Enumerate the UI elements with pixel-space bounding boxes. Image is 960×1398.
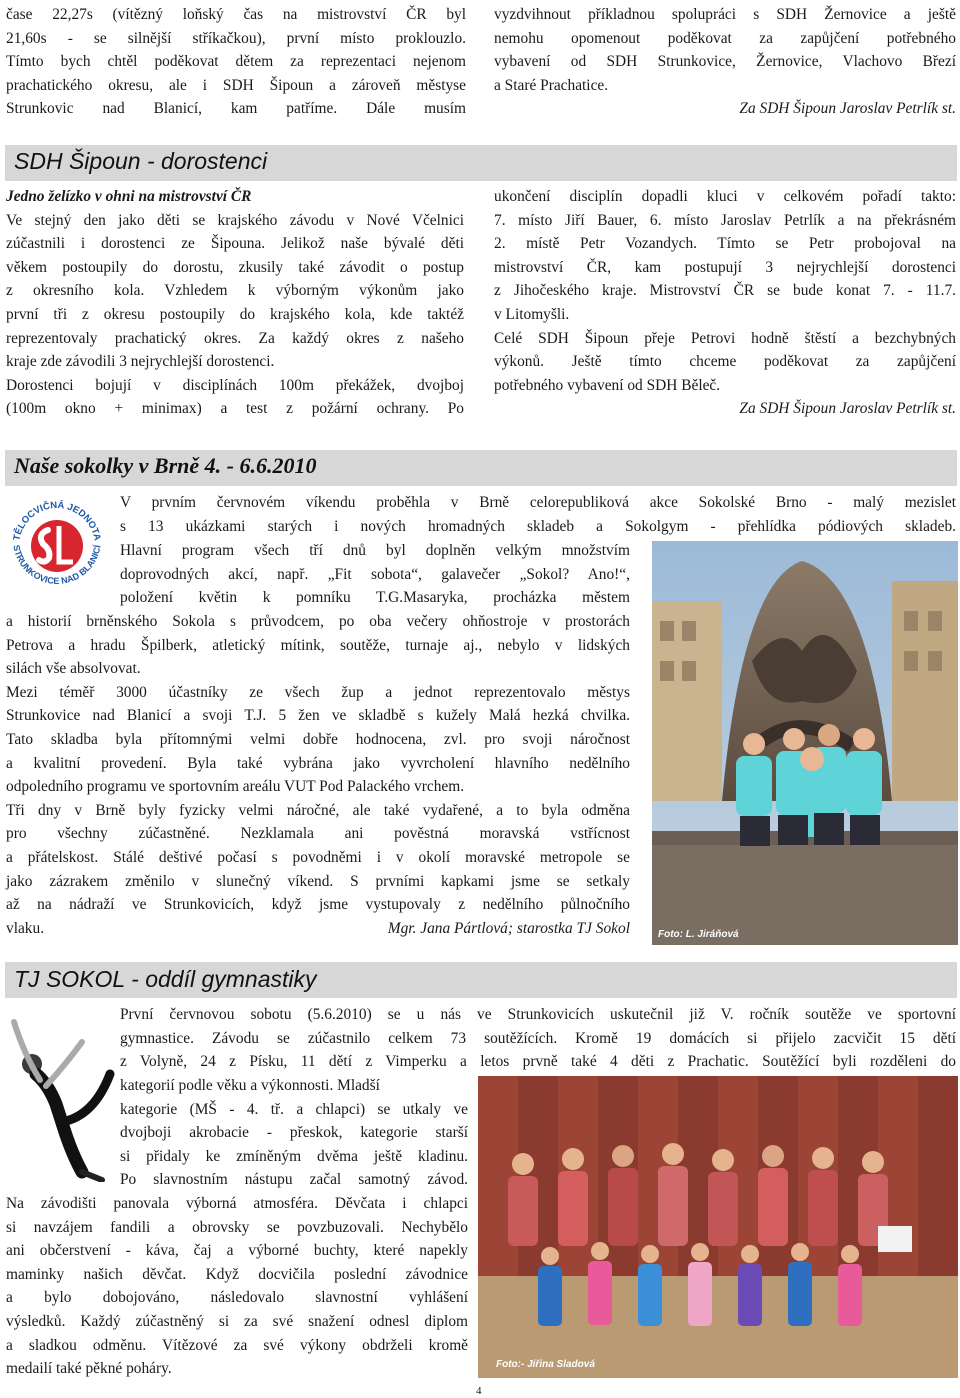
text-line: 2. místě Petr Vozandych. Tímto se Petr probojoval na [494, 235, 956, 253]
top-right-paragraph [494, 3, 956, 121]
text-line: kategorií podle věku a výkonnosti. Mladší [120, 1077, 380, 1094]
text-line: v Litomyšli. [494, 305, 570, 323]
text-line: čase 22,27s (vítězný loňský čas na mistrovství ČR byl [6, 6, 466, 23]
text-line: zúčastnili i dorostenci ze Šipouna. Jelikož naše bývalé děti [6, 235, 464, 253]
gymnastika-photo-image [478, 1076, 958, 1378]
text-line: Tímto bych chtěl poděkovat dětem za reprezentaci nejenom [6, 53, 466, 71]
sokol-logo [3, 490, 111, 598]
gymnastika-body [6, 1192, 468, 1381]
sokolky-mid [120, 539, 630, 610]
sdh-right-column [494, 185, 956, 421]
text-line: gymnastice. Závodu se zúčastnilo celkem 73 soutěžících. Kromě 19 domácích si přijelo zacvičit 15 dětí [120, 1029, 956, 1047]
text-line: pro všechny zúčastněné. Nezklamala ani pověstná moravská vstřícnost [6, 825, 630, 843]
text-line: Po slavnostním nástupu začal samotný závod. [120, 1171, 468, 1189]
text-line: a sladkou odměnu. Vítězové za své výkony obdrželi kromě [6, 1336, 468, 1354]
text-line: z Volyně, 24 z Písku, 11 dětí z Vimperku a letos prvně také 4 děti z Prachatic. Soutěžící byli rozděleni do [120, 1053, 956, 1071]
section-heading-sdh-dorostenci: SDH Šipoun - dorostenci [14, 148, 268, 174]
text-line: ani občerstvení - káva, čaj a výborné buchty, které napekly [6, 1242, 468, 1260]
gymnast-silhouette [6, 1004, 118, 1182]
text-line: potřebného vybavení od SDH Běleč. [494, 376, 721, 394]
text-line: ukončení disciplín dopadli kluci v celkovém pořadí takto: [494, 188, 956, 205]
gymnast-icon [6, 1004, 118, 1182]
text-line: odpoledního programu ve sportovním areálu VUT Pod Palackého vrchem. [6, 778, 465, 796]
text-line: věkem postoupily do dorostu, zkusily také závodit o postup [6, 258, 464, 276]
section-subtitle: Jedno želízko v ohni na mistrovství ČR [6, 188, 252, 205]
text-line: Tři dny v Brně byly fyzicky velmi náročné, ale také vydařené, a to byla odměna [6, 801, 630, 819]
text-line: Ve stejný den jako děti se krajského závodu v Nové Včelnici [6, 211, 464, 229]
sokolky-intro [120, 491, 956, 538]
text-line: maminky našich děvčat. Když docvičila poslední závodnice [6, 1265, 468, 1283]
text-line: Strunkovice nad Blanicí a svoji T.J. 5 žen ve skladbě s kužely Malá hezká chvilka. [6, 707, 630, 725]
text-line: 21,60s - se silnější stříkačkou), první místo proklouzlo. [6, 29, 466, 47]
text-line: s 13 ukázkami starých i nových hromadných skladeb a Sokolgym - přehlídka pódiových skladeb. [120, 517, 956, 535]
text-line: z Jihočeského kraje. Mistrovství ČR se bude konat 7. - 11.7. [494, 282, 956, 300]
svg-text:TĚLOCVIČNÁ JEDNOTA: TĚLOCVIČNÁ JEDNOTA [11, 499, 103, 542]
text-line: 7. místo Jiří Bauer, 6. místo Jaroslav Petrlík a na překrásném [494, 211, 956, 229]
text-line: Mezi téměř 3000 účastníky ze všech žup a jednot reprezentovalo městys [6, 683, 630, 701]
text-line: První červnovou sobotu (5.6.2010) se u nás ve Strunkovicích uskutečnil již V. ročník soutěže ve sportovní [120, 1006, 956, 1023]
sdh-left-column [6, 185, 464, 421]
sokolky-body [6, 610, 630, 940]
text-line: Celé SDH Šipoun přeje Petrovi hodně štěstí a bezchybných [494, 329, 956, 347]
text-line: reprezentovaly prachatický okres. Za každý okres z našeho [6, 329, 464, 347]
text-line: a kvalitní provedení. Byla také vybrána jako vyvrcholení hlavního nedělního [6, 754, 630, 772]
section-heading-sokolky: Naše sokolky v Brně 4. - 6.6.2010 [14, 453, 317, 478]
svg-text:STRUNKOVICE NAD BLANICÍ: STRUNKOVICE NAD BLANICÍ [11, 544, 103, 587]
signature: Za SDH Šipoun Jaroslav Petrlík st. [739, 400, 956, 418]
text-line: V prvním červnovém víkendu proběhla v Brně celorepubliková akce Sokolské Brno - malý mezislet [120, 494, 956, 511]
gymnastika-mid [120, 1074, 468, 1192]
page-number: 4 [476, 1385, 482, 1397]
sokol-logo-emblem [3, 490, 111, 598]
text-line: položení květin k pomníku T.G.Masaryka, procházka městem [120, 589, 630, 607]
text-line: kraje zde závodili 3 nejrychlejší dorostenci. [6, 353, 275, 371]
text-line: mistrovství ČR, kam postupují 3 nejrychlejší dorostenci [494, 258, 956, 276]
section-heading-gymnastika: TJ SOKOL - oddíl gymnastiky [14, 966, 317, 992]
signature: Za SDH Šipoun Jaroslav Petrlík st. [739, 100, 956, 118]
text-line: si navzájem fandili a obrovsky se povzbuzovali. Nechybělo [6, 1218, 468, 1236]
gymnastika-intro [120, 1003, 956, 1074]
text-line: si přidaly ke zmíněným dvěma ještě kladinu. [120, 1147, 468, 1165]
text-line: medailí také pěkné poháry. [6, 1360, 172, 1378]
text-line: doprovodných akcí, např. „Fit sobota“, galavečer „Sokol? Ano!“, [120, 565, 630, 583]
text-line: výkonů. Ještě tímto chceme poděkovat za zapůjčení [494, 353, 956, 371]
text-line: první tři z okresu postoupily do krajského kola, kde taktéž [6, 305, 464, 323]
text-line: silách vše absolvovat. [6, 660, 141, 678]
text-line: Tato skladba byla přítomnými velmi dobře hodnocena, zvl. pro svoji náročnost [6, 730, 630, 748]
text-line: jako zázrakem změnilo v slunečný víkend. S prvními kapkami jsme se setkaly [6, 872, 630, 890]
text-line: Na závodišti panovala výborná atmosféra. Děvčata i chlapci [6, 1195, 468, 1212]
text-line: vybavení od SDH Strunkovice, Žernovice, Vlachovo Březí [494, 53, 956, 71]
text-line: nemohu opomenout poděkovat za zapůjčení potřebného [494, 29, 956, 47]
text-line: Petrova a hradu Špilberk, atletický mítink, soutěže, turnaje aj., nebylo v lidských [6, 636, 630, 654]
text-line: kategorie (MŠ - 4. tř. a chlapci) se utkaly ve [120, 1100, 468, 1118]
text-line: dvojboji akrobacie - přeskok, kategorie starší [120, 1124, 468, 1142]
top-left-paragraph [6, 3, 466, 121]
text-line: Strunkovic nad Blanicí, kam patříme. Dále musím [6, 100, 466, 118]
text-line: výsledků. Každý zúčastněný si za své snažení odnesl diplom [6, 1312, 468, 1330]
text-line-last [6, 917, 630, 941]
text-line: Hlavní program všech tří dnů byl doplněn velkým množstvím [120, 542, 630, 559]
text-line: a bylo dobojováno, následovalo slavnostní vyhlášení [6, 1289, 468, 1307]
photo-caption: Foto:- Jiřina Sladová [496, 1359, 595, 1370]
text-line: z okresního kola. Vzhledem k výborným výkonům jako [6, 282, 464, 300]
text-line: vyzdvihnout příkladnou spolupráci s SDH Žernovice a ještě [494, 6, 956, 23]
sokolky-photo-image [652, 541, 958, 945]
sokolky-photo [652, 541, 958, 945]
text-line: a přátelskost. Stálé deštivé počasí s povodněmi i v okolí moravské metropole se [6, 848, 630, 866]
text-fragment: vlaku. [6, 919, 45, 937]
text-line: prachatického okresu, ale i SDH Šipoun a zároveň městyse [6, 76, 466, 94]
gymnastika-photo [478, 1076, 958, 1378]
text-line: Dorostenci bojují v disciplínách 100m překážek, dvojboj [6, 376, 464, 394]
text-line: až na nádraží ve Strunkovicích, když jsme vystupovaly z nedělního půlnočního [6, 896, 630, 914]
text-line: a historií brněnského Sokola s průvodcem, po oba večery ohňostroje v prostorách [6, 613, 630, 630]
text-line: a Staré Prachatice. [494, 76, 609, 94]
text-line: (100m okno + minimax) a test z požární ochrany. Po [6, 400, 464, 418]
photo-caption: Foto: L. Jiráňová [658, 929, 739, 940]
signature: Mgr. Jana Pártlová; starostka TJ Sokol [387, 919, 630, 937]
